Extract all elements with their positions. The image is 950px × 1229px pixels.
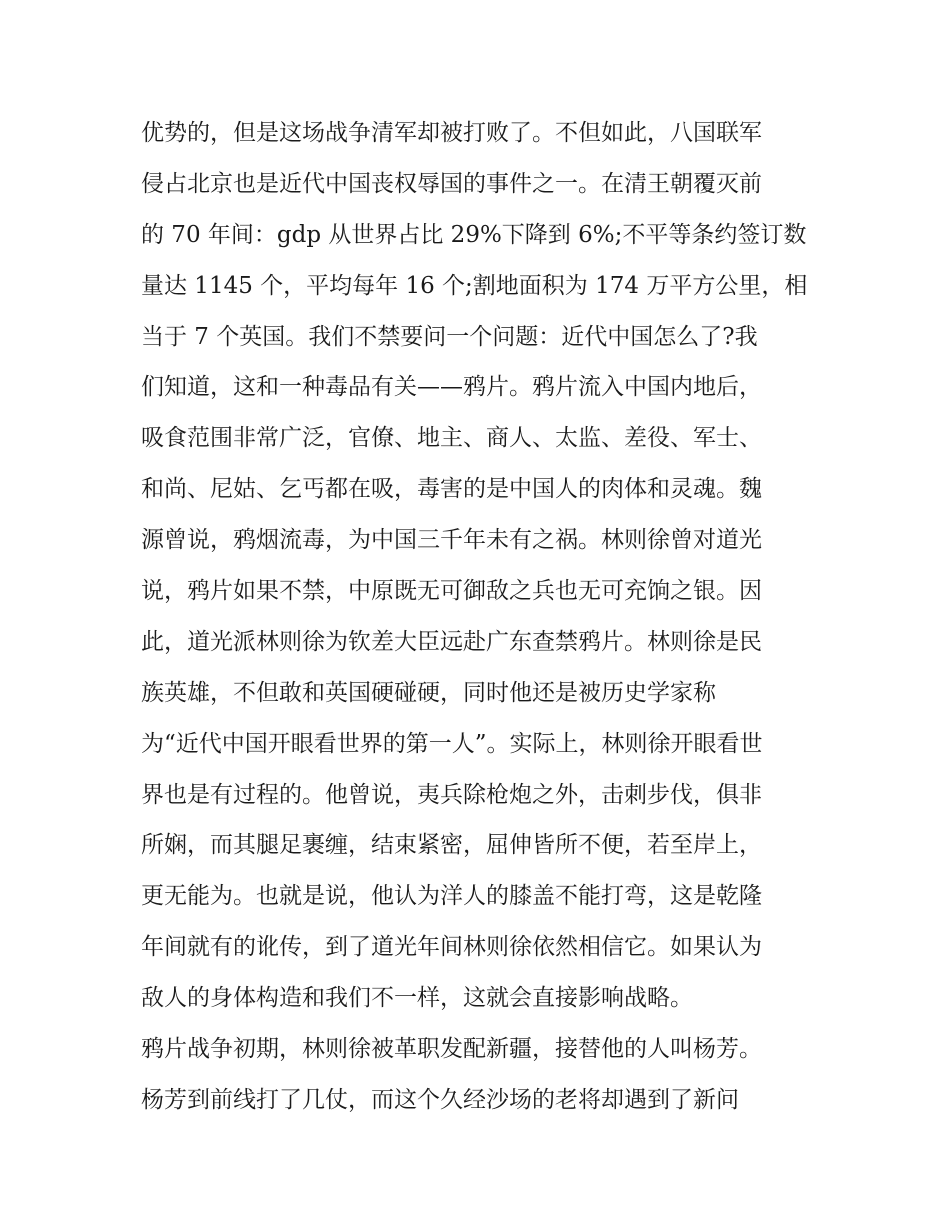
text-line: 侵占北京也是近代中国丧权辱国的事件之一。在清王朝覆灭前 <box>141 170 762 197</box>
text-line: 优势的，但是这场战争清军却被打败了。不但如此，八国联军 <box>141 120 762 146</box>
text-line: 的 70 年间：gdp 从世界占比 29%下降到 6%;不平等条约签订数 <box>141 221 807 248</box>
text-line: 鸦片战争初期，林则徐被革职发配新疆，接替他的人叫杨芳。 <box>141 1036 762 1063</box>
text-line: 界也是有过程的。他曾说，夷兵除枪炮之外，击刺步伐，俱非 <box>141 781 762 808</box>
text-line: 敌人的身体构造和我们不一样，这就会直接影响战略。 <box>141 985 693 1012</box>
text-line: 年间就有的讹传，到了道光年间林则徐依然相信它。如果认为 <box>141 934 762 961</box>
text-line: 吸食范围非常广泛，官僚、地主、商人、太监、差役、军士、 <box>141 425 762 452</box>
body-text <box>141 108 821 1126</box>
text-line: 说，鸦片如果不禁，中原既无可御敌之兵也无可充饷之银。因 <box>141 578 762 605</box>
text-line: 此，道光派林则徐为钦差大臣远赴广东查禁鸦片。林则徐是民 <box>141 628 762 655</box>
text-line: 杨芳到前线打了几仗，而这个久经沙场的老将却遇到了新问 <box>141 1086 739 1113</box>
text-line: 为“近代中国开眼看世界的第一人”。实际上，林则徐开眼看世 <box>141 730 763 757</box>
text-line: 当于 7 个英国。我们不禁要问一个问题：近代中国怎么了?我 <box>141 323 758 350</box>
text-line: 和尚、尼姑、乞丐都在吸，毒害的是中国人的肉体和灵魂。魏 <box>141 476 762 503</box>
text-line: 族英雄，不但敢和英国硬碰硬，同时他还是被历史学家称 <box>141 679 716 706</box>
text-line: 们知道，这和一种毒品有关——鸦片。鸦片流入中国内地后， <box>141 374 762 401</box>
text-line: 源曾说，鸦烟流毒，为中国三千年未有之祸。林则徐曾对道光 <box>141 527 762 554</box>
text-line: 所娴，而其腿足裹缠，结束紧密，屈伸皆所不便，若至岸上， <box>141 832 762 859</box>
text-line: 量达 1145 个，平均每年 16 个;割地面积为 174 万平方公里，相 <box>141 272 808 299</box>
text-line: 更无能为。也就是说，他认为洋人的膝盖不能打弯，这是乾隆 <box>141 883 762 910</box>
